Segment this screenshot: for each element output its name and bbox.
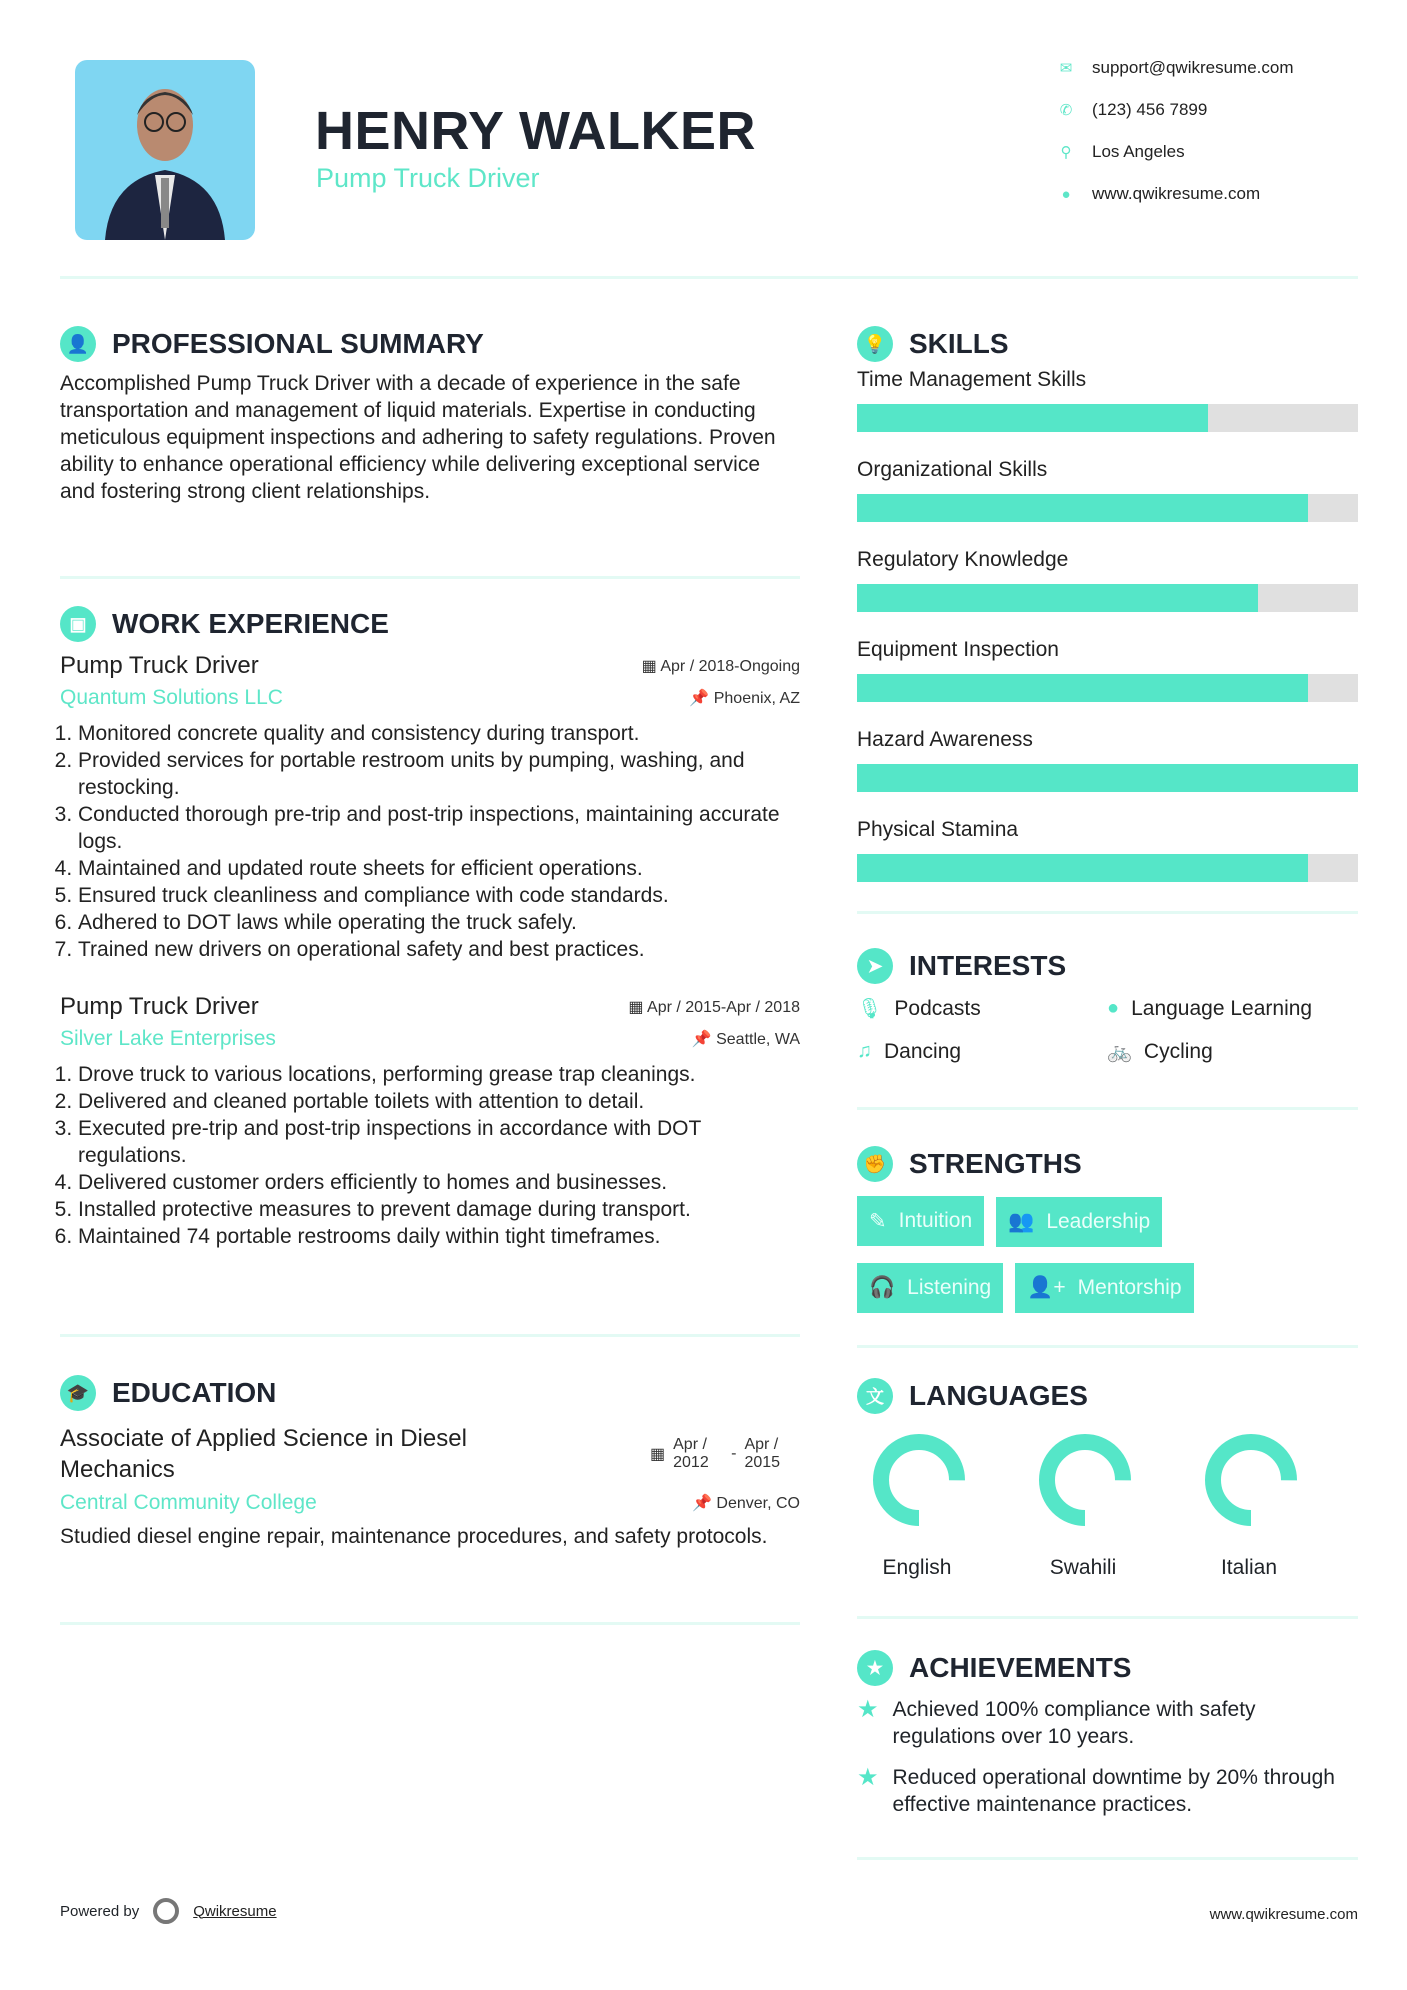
candidate-title: Pump Truck Driver	[316, 163, 540, 193]
star-icon: ★	[857, 1696, 879, 1723]
job-entry	[60, 993, 800, 1250]
company-name: Silver Lake Enterprises	[60, 1027, 276, 1050]
work-section	[60, 606, 800, 1250]
interest-item	[857, 1039, 1107, 1064]
job-entry	[60, 652, 800, 963]
interest-item	[857, 996, 1107, 1021]
school-name: Central Community College	[60, 1491, 317, 1514]
strength-label: Listening	[907, 1275, 992, 1299]
phone-icon: ✆	[1059, 102, 1073, 119]
skill-bar	[857, 404, 1358, 432]
contact-website[interactable]	[1058, 184, 1260, 204]
headphones-icon: 🎧	[869, 1275, 896, 1299]
interest-item	[1107, 1039, 1357, 1064]
summary-text: Accomplished Pump Truck Driver with a decade of experience in the safe transportation and management of liquid materials. Expertise in conducting meticulous equipment inspections and adhering to safety regulations. Proven ability to enhance operational efficiency while delivering exceptional service and fostering strong client relationships.	[60, 372, 776, 503]
skill-bar	[857, 764, 1358, 792]
job-date: Apr / 2015-Apr / 2018	[647, 999, 800, 1016]
divider	[857, 911, 1358, 914]
skill-bar-fill	[857, 764, 1358, 792]
contact-text: Los Angeles	[1092, 142, 1185, 161]
language-item	[1023, 1432, 1143, 1580]
profile-photo	[75, 60, 255, 240]
list-item: 1. Drove truck to various locations, performing grease trap cleanings.	[78, 1061, 800, 1088]
star-badge-icon: ★	[857, 1650, 893, 1686]
section-heading: INTERESTS	[909, 950, 1067, 981]
language-label: English	[882, 1556, 952, 1579]
skill-item	[857, 638, 1358, 702]
briefcase-icon: ▣	[60, 606, 96, 642]
footer-brand	[60, 1898, 277, 1924]
calendar-icon: ▦	[641, 658, 661, 675]
skill-label: Organizational Skills	[857, 458, 1048, 481]
divider	[60, 276, 1358, 279]
footer-url[interactable]: www.qwikresume.com	[1209, 1906, 1358, 1923]
contact-location	[1058, 142, 1185, 162]
star-icon: ★	[857, 1764, 879, 1791]
degree-title: Associate of Applied Science in Diesel Mechanics	[60, 1425, 467, 1483]
skill-bar	[857, 674, 1358, 702]
list-item: 5. Installed protective measures to prevent damage during transport.	[78, 1196, 800, 1223]
edu-location: Denver, CO	[716, 1495, 800, 1512]
fist-icon: ✊	[857, 1146, 893, 1182]
skill-bar	[857, 494, 1358, 522]
list-item: 6. Maintained 74 portable restrooms daily within tight timeframes.	[78, 1223, 800, 1250]
job-title: Pump Truck Driver	[60, 652, 259, 679]
interest-label: Language Learning	[1131, 996, 1313, 1020]
skill-item	[857, 368, 1358, 432]
job-location: Seattle, WA	[716, 1031, 800, 1048]
calendar-icon: ▦	[628, 999, 648, 1016]
education-description: Studied diesel engine repair, maintenance procedures, and safety protocols.	[60, 1525, 768, 1548]
skill-item	[857, 728, 1358, 792]
achievements-section	[857, 1650, 1358, 1818]
achievement-text: Achieved 100% compliance with safety regulations over 10 years.	[892, 1698, 1256, 1748]
section-heading: WORK EXPERIENCE	[112, 608, 389, 639]
brand-link[interactable]: Qwikresume	[193, 1902, 277, 1920]
skill-item	[857, 458, 1358, 522]
candidate-name: HENRY WALKER	[315, 101, 757, 161]
section-heading: STRENGTHS	[909, 1148, 1082, 1179]
pin-icon: 📌	[691, 1031, 717, 1048]
edu-end: Apr / 2015	[744, 1436, 781, 1471]
divider	[60, 576, 800, 579]
pin-icon: 📌	[689, 690, 714, 707]
powered-by-label: Powered by	[60, 1902, 140, 1920]
skill-label: Regulatory Knowledge	[857, 548, 1069, 571]
interest-label: Podcasts	[894, 996, 981, 1020]
divider	[857, 1107, 1358, 1110]
job-title: Pump Truck Driver	[60, 993, 259, 1020]
list-item: 2. Delivered and cleaned portable toilets with attention to detail.	[78, 1088, 800, 1115]
skill-label: Time Management Skills	[857, 368, 1087, 391]
skill-bar-fill	[857, 404, 1208, 432]
list-item: 4. Delivered customer orders efficiently to homes and businesses.	[78, 1169, 800, 1196]
skill-bar	[857, 854, 1358, 882]
section-heading: EDUCATION	[112, 1377, 277, 1408]
list-item: 3. Executed pre-trip and post-trip inspections in accordance with DOT regulations.	[78, 1115, 800, 1169]
language-label: Swahili	[1049, 1556, 1117, 1579]
lightbulb-icon: 💡	[857, 326, 893, 362]
divider	[60, 1334, 800, 1337]
interest-item	[1107, 996, 1357, 1021]
strength-tag	[857, 1196, 984, 1246]
job-duties	[60, 1061, 800, 1250]
interest-label: Dancing	[884, 1039, 962, 1063]
contact-phone	[1058, 100, 1207, 120]
language-icon: 文	[857, 1378, 893, 1414]
contact-text: support@qwikresume.com	[1092, 58, 1294, 77]
bicycle-icon: 🚲	[1107, 1041, 1132, 1063]
calendar-icon: ▦	[650, 1446, 666, 1463]
list-item: 7. Trained new drivers on operational safety and best practices.	[78, 936, 800, 963]
divider	[60, 1622, 800, 1625]
interest-label: Cycling	[1143, 1039, 1213, 1063]
microphone-icon: 🎙	[857, 998, 883, 1020]
divider	[857, 1616, 1358, 1619]
skill-bar-fill	[857, 584, 1258, 612]
envelope-icon: ✉	[1059, 60, 1073, 77]
list-item: 4. Maintained and updated route sheets for efficient operations.	[78, 855, 800, 882]
list-item: 5. Ensured truck cleanliness and compliance with code standards.	[78, 882, 800, 909]
company-name: Quantum Solutions LLC	[60, 686, 283, 709]
section-heading: SKILLS	[909, 328, 1009, 359]
strength-label: Leadership	[1046, 1209, 1151, 1233]
language-label: Italian	[1220, 1556, 1278, 1579]
skill-label: Physical Stamina	[857, 818, 1019, 841]
summary-section	[60, 326, 800, 505]
globe-icon: ●	[1107, 997, 1120, 1019]
job-date: Apr / 2018-Ongoing	[660, 658, 800, 675]
pin-icon: 📌	[692, 1495, 717, 1512]
map-pin-icon: ⚲	[1060, 144, 1072, 161]
language-ring	[1037, 1432, 1133, 1528]
divider	[857, 1345, 1358, 1348]
skill-item	[857, 548, 1358, 612]
skill-bar-fill	[857, 494, 1308, 522]
strength-label: Intuition	[898, 1209, 973, 1232]
skills-section	[857, 326, 1358, 908]
language-item	[1189, 1432, 1309, 1580]
list-item: 1. Monitored concrete quality and consistency during transport.	[78, 720, 800, 747]
paper-plane-icon: ➤	[857, 948, 893, 984]
divider	[857, 1857, 1358, 1860]
list-item: 6. Adhered to DOT laws while operating the truck safely.	[78, 909, 800, 936]
language-item	[857, 1432, 977, 1580]
education-section: 🎓 EDUCATION Associate of Applied Science in Diesel Mechanics ▦ Apr / 2012 - Apr / 2015 Central Community College 📌 Denver, CO Studied diesel engine repair, maintenance procedures, and safety protocols.	[60, 1377, 800, 1548]
language-ring	[1203, 1432, 1299, 1528]
job-duties	[60, 720, 800, 963]
globe-icon: ●	[1061, 185, 1071, 203]
music-icon: ♫	[857, 1040, 872, 1062]
strengths-section	[857, 1146, 1358, 1313]
achievement-item	[857, 1696, 1358, 1750]
achievement-text: Reduced operational downtime by 20% through effective maintenance practices.	[892, 1766, 1335, 1816]
achievement-item	[857, 1764, 1358, 1818]
magic-wand-icon: ✎	[869, 1209, 887, 1233]
user-plus-icon: 👤+	[1027, 1275, 1066, 1299]
skill-item	[857, 818, 1358, 882]
edu-start: Apr / 2012	[673, 1436, 709, 1471]
languages-section	[857, 1378, 1358, 1580]
skill-bar-fill	[857, 674, 1308, 702]
strength-tag	[1015, 1263, 1193, 1313]
interests-section	[857, 948, 1358, 1064]
strength-tag	[857, 1263, 1003, 1313]
contact-text: www.qwikresume.com	[1092, 184, 1261, 203]
strength-label: Mentorship	[1077, 1275, 1182, 1299]
job-location: Phoenix, AZ	[713, 690, 800, 707]
graduate-icon: 🎓	[60, 1375, 96, 1411]
contact-email[interactable]	[1058, 58, 1294, 78]
section-heading: PROFESSIONAL SUMMARY	[112, 328, 484, 359]
contact-text: (123) 456 7899	[1092, 100, 1208, 119]
skill-bar	[857, 584, 1358, 612]
skill-bar-fill	[857, 854, 1308, 882]
list-item: 3. Conducted thorough pre-trip and post-trip inspections, maintaining accurate logs.	[78, 801, 800, 855]
strength-tag	[996, 1197, 1162, 1247]
users-icon: 👥	[1008, 1209, 1035, 1233]
qwikresume-logo-icon	[153, 1898, 179, 1924]
language-ring	[871, 1432, 967, 1528]
skill-label: Equipment Inspection	[857, 638, 1059, 661]
section-heading: LANGUAGES	[909, 1380, 1088, 1411]
skill-label: Hazard Awareness	[857, 728, 1033, 751]
user-icon: 👤	[60, 326, 96, 362]
section-heading: ACHIEVEMENTS	[909, 1652, 1132, 1683]
list-item: 2. Provided services for portable restroom units by pumping, washing, and restocking.	[78, 747, 800, 801]
